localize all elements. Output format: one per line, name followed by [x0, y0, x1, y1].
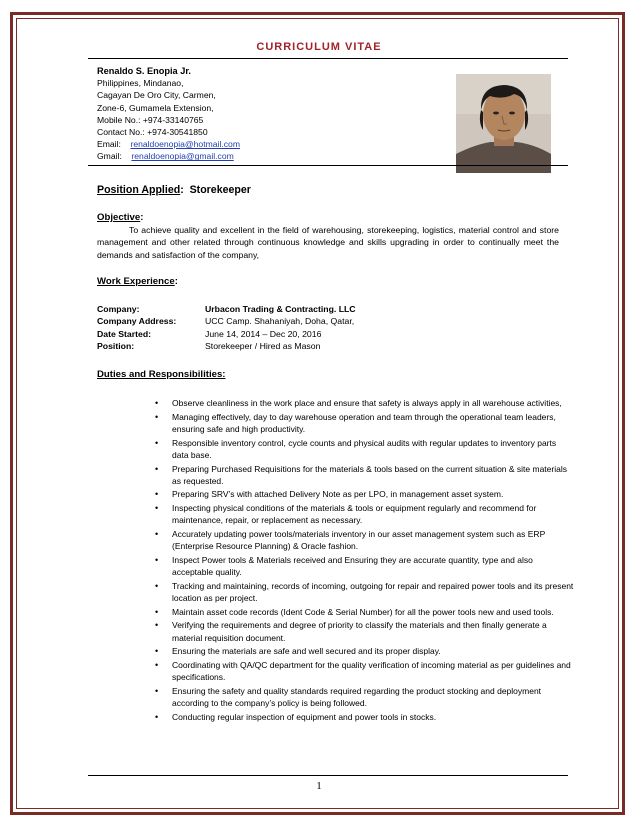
gmail-label: Gmail: [97, 151, 122, 162]
bullet: • [155, 660, 159, 671]
bullet: • [155, 606, 159, 617]
bullet: • [155, 398, 159, 408]
objective-heading-text: Objective [97, 212, 141, 223]
position-applied [97, 184, 251, 196]
bullet: • [155, 580, 159, 591]
work-row-date [97, 328, 356, 340]
header-divider [88, 165, 568, 166]
contact-block [97, 65, 240, 163]
bullet: • [155, 554, 159, 565]
list-item: • Inspect Power tools & Materials received and Ensuring they are accurate quantity, type and also acceptable quality. [155, 554, 533, 578]
portrait-image [456, 74, 551, 173]
title-divider [88, 58, 568, 59]
list-item: • Preparing Purchased Requisitions for the materials & tools based on the current situation & site materials as requested. [155, 463, 567, 486]
work-experience-heading [97, 276, 178, 287]
applicant-photo [456, 74, 551, 173]
list-item: • Observe cleanliness in the work place and ensure that safety is always apply in all warehouse activities, [155, 398, 562, 408]
list-item: • Coordinating with QA/QC department for the quality verification of incoming material as per guidelines and specifications. [155, 660, 571, 683]
work-key: Date Started: [97, 328, 152, 339]
footer-divider [88, 775, 568, 776]
list-item: • Preparing SRV’s with attached Delivery Note as per LPO, in management asset system. [155, 489, 504, 500]
work-value: Storekeeper / Hired as Mason [205, 341, 321, 352]
work-experience-heading-text: Work Experience [97, 276, 175, 287]
work-value: Urbacon Trading & Contracting. LLC [205, 304, 356, 314]
work-value: UCC Camp. Shahaniyah, Doha, Qatar, [205, 316, 355, 327]
address-line-1: Philippines, Mindanao, [97, 78, 184, 89]
mobile-number: Mobile No.: +974-33140765 [97, 114, 204, 125]
position-sep: : [180, 184, 184, 196]
list-item: • Ensuring the materials are safe and well secured and its proper display. [155, 646, 441, 657]
bullet: • [155, 620, 159, 631]
objective-text: To achieve quality and excellent in the field of warehousing, storekeeping, logistics, material control and store management and other related through continuous knowledge and skills upgrading in order to continually meet the demands and satisfaction of the company, [97, 225, 559, 260]
gmail-link[interactable]: renaldoenopia@gmail.com [131, 151, 234, 162]
list-item: • Accurately updating power tools/materials inventory in our asset management system such as ERP (Enterprise Resource Planning) & Oracle fashion. [155, 529, 546, 552]
list-item: • Ensuring the safety and quality standards required regarding the product stocking and deployment according to the company’s policy is being followed. [155, 685, 542, 709]
work-row-address [97, 315, 356, 327]
duties-heading [97, 369, 225, 380]
work-key: Company: [97, 304, 140, 314]
duties-heading-text: Duties and Responsibilities: [97, 369, 226, 380]
contact-number: Contact No.: +974-30541850 [97, 127, 208, 138]
list-item: • Conducting regular inspection of equipment and power tools in stocks. [155, 711, 437, 722]
email-row [97, 138, 240, 150]
email-label: Email: [97, 139, 121, 150]
bullet: • [155, 489, 159, 500]
position-value: Storekeeper [189, 184, 251, 196]
position-label: Position Applied [97, 184, 181, 196]
bullet: • [155, 685, 159, 696]
page-number: 1 [316, 780, 322, 792]
list-item: • Maintain asset code records (Ident Code & Serial Number) for all the power tools new and used tools. [155, 606, 554, 617]
gmail-row [97, 150, 240, 162]
bullet: • [155, 646, 159, 657]
objective-heading [97, 212, 143, 223]
applicant-name: Renaldo S. Enopia Jr. [97, 66, 191, 76]
bullet: • [155, 711, 159, 722]
work-experience-sep: : [174, 276, 178, 287]
work-key: Company Address: [97, 316, 177, 327]
work-row-position [97, 340, 356, 352]
email-link[interactable]: renaldoenopia@hotmail.com [130, 139, 240, 150]
bullet: • [155, 529, 159, 540]
bullet: • [155, 503, 159, 514]
objective-sep: : [140, 212, 144, 223]
work-value: June 14, 2014 – Dec 20, 2016 [205, 328, 322, 339]
bullet: • [155, 437, 159, 448]
list-item: • Verifying the requirements and degree of priority to classify the materials and then finally generate a material requisition document. [155, 620, 547, 643]
list-item: • Managing effectively, day to day warehouse operation and team through the operational team leaders, ensuring safe and high productivity. [155, 411, 556, 434]
work-row-company [97, 303, 356, 315]
bullet: • [155, 463, 159, 474]
document-title: CURRICULUM VITAE [256, 41, 382, 53]
work-details [97, 303, 356, 353]
duties-list [155, 397, 575, 725]
address-line-3: Zone-6, Gumamela Extension, [97, 102, 214, 113]
list-item: • Inspecting physical conditions of the materials & tools or equipment regularly and recommend for maintenance, repair, or replacement as necessary. [155, 503, 537, 526]
address-line-2: Cagayan De Oro City, Carmen, [97, 90, 216, 101]
list-item: • Tracking and maintaining, records of incoming, outgoing for repair and repaired power tools and its present location as per project. [155, 580, 574, 604]
work-key: Position: [97, 341, 135, 352]
bullet: • [155, 411, 159, 422]
list-item: • Responsible inventory control, cycle counts and physical audits with regular updates to inventory parts data base. [155, 437, 557, 460]
